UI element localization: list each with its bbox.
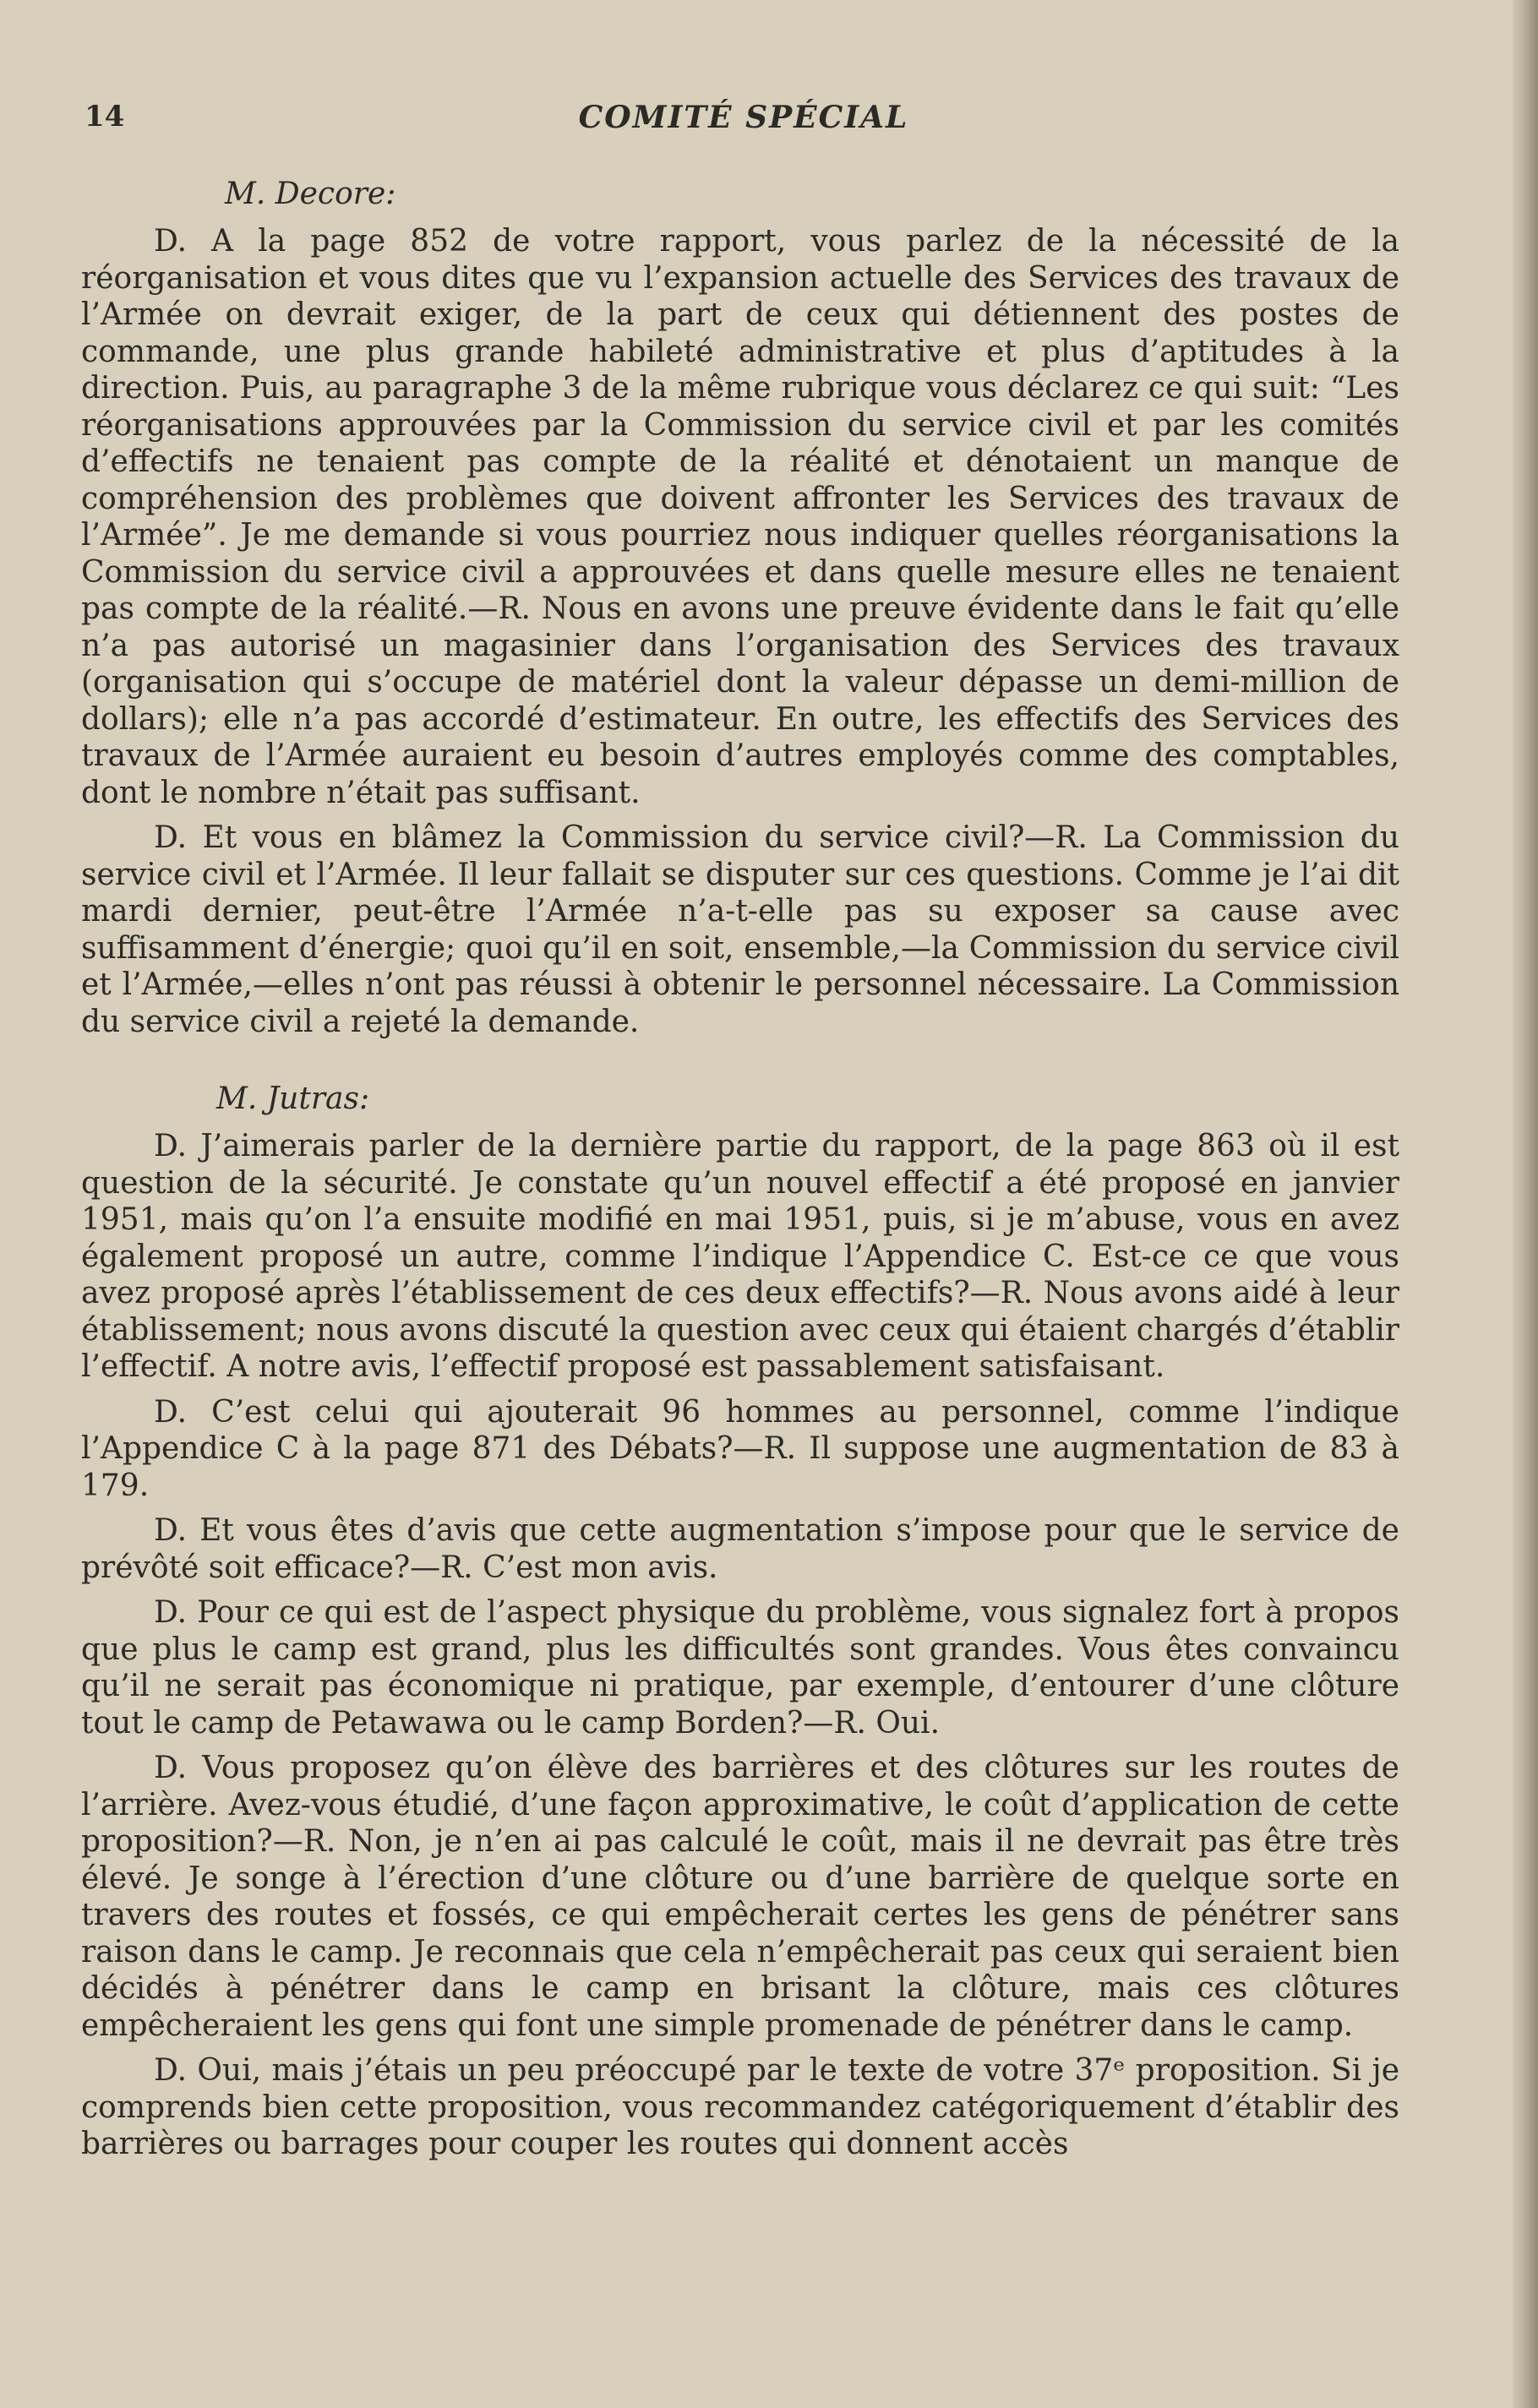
speaker-jutras: M. Jutras: (216, 1081, 370, 1116)
paragraph: D. J’aimerais parler de la dernière partie du rapport, de la page 863 où il est question de la sécurité. Je constate qu’un nouvel effectif a été proposé en janvier 1951, mais qu’on l’a ensuite modifié en mai 1951, puis, si je m’abuse, vous en avez également proposé un autre, comme l’indique l’Appendice C. Est-ce ce que vous avez proposé après l’établissement de ces deux effectifs?—R. Nous avons aidé à leur établissement; nous avons discuté la question avec ceux qui étaient chargés d’établir l’effectif. A notre avis, l’effectif proposé est passablement satisfaisant. (81, 1129, 1399, 1384)
paragraph: D. Vous proposez qu’on élève des barrières et des clôtures sur les routes de l’arrière. Avez-vous étudié, d’une façon approximative, le coût d’application de cette proposition?—R. Non, je n’en ai pas calculé le coût, mais il ne devrait pas être très élevé. Je songe à l’érection d’une clôture ou d’une barrière de quelque sorte en travers des routes et fossés, ce qui empêcherait certes les gens de pénétrer sans raison dans le camp. Je reconnais que cela n’empêcherait pas ceux qui seraient bien décidés à pénétrer dans le camp en brisant la clôture, mais ces clôtures empêcheraient les gens qui font une simple promenade de pénétrer dans le camp. (81, 1751, 1399, 2043)
running-head (85, 100, 1403, 142)
paragraph: D. Et vous êtes d’avis que cette augmentation s’impose pour que le service de prévôté soit efficace?—R. C’est mon avis. (81, 1513, 1399, 1585)
paragraph: D. Et vous en blâmez la Commission du service civil?—R. La Commission du service civil et l’Armée. Il leur fallait se disputer sur ces questions. Comme je l’ai dit mardi dernier, peut-être l’Armée n’a-t-elle pas su exposer sa cause avec suffisamment d’énergie; quoi qu’il en soit, ensemble,—la Commission du service civil et l’Armée,—elles n’ont pas réussi à obtenir le personnel nécessaire. La Commission du service civil a rejeté la demande. (81, 820, 1399, 1039)
page-spine-shadow (1513, 0, 1538, 2408)
page-title: COMITÉ SPÉCIAL (578, 100, 909, 135)
paragraph: D. A la page 852 de votre rapport, vous parlez de la nécessité de la réorganisation et vous dites que vu l’expansion actuelle des Services des travaux de l’Armée on devrait exiger, de la part de ceux qui détiennent des postes de commande, une plus grande habileté administrative et plus d’aptitudes à la direction. Puis, au paragraphe 3 de la même rubrique vous déclarez ce qui suit: “Les réorganisations approuvées par la Commission du service civil et par les comités d’effectifs ne tenaient pas compte de la réalité et dénotaient un manque de compréhension des problèmes que doivent affronter les Services des travaux de l’Armée”. Je me demande si vous pourriez nous indiquer quelles réorganisations la Commission du service civil a approuvées et dans quelle mesure elles ne tenaient pas compte de la réalité.—R. Nous en avons une preuve évidente dans le fait qu’elle n’a pas autorisé un magasinier dans l’organisation des Services des travaux (organisation qui s’occupe de matériel dont la valeur dépasse un demi-million de dollars); elle n’a pas accordé d’estimateur. En outre, les effectifs des Services des travaux de l’Armée auraient eu besoin d’autres employés comme des comptables, dont le nombre n’était pas suffisant. (81, 224, 1399, 810)
document-body (81, 176, 1399, 2171)
paragraph: D. Oui, mais j’étais un peu préoccupé par le texte de votre 37ᵉ proposition. Si je comprends bien cette proposition, vous recommandez catégoriquement d’établir des barrières ou barrages pour couper les routes qui donnent accès (81, 2053, 1399, 2161)
page-number: 14 (85, 100, 125, 133)
speaker-decore: M. Decore: (225, 177, 396, 211)
paragraph: D. Pour ce qui est de l’aspect physique du problème, vous signalez fort à propos que plus le camp est grand, plus les difficultés sont grandes. Vous êtes convaincu qu’il ne serait pas économique ni pratique, par exemple, d’entourer d’une clôture tout le camp de Petawawa ou le camp Borden?—R. Oui. (81, 1595, 1399, 1741)
paragraph: D. C’est celui qui ajouterait 96 hommes au personnel, comme l’indique l’Appendice C à la page 871 des Débats?—R. Il suppose une augmentation de 83 à 179. (81, 1394, 1399, 1503)
